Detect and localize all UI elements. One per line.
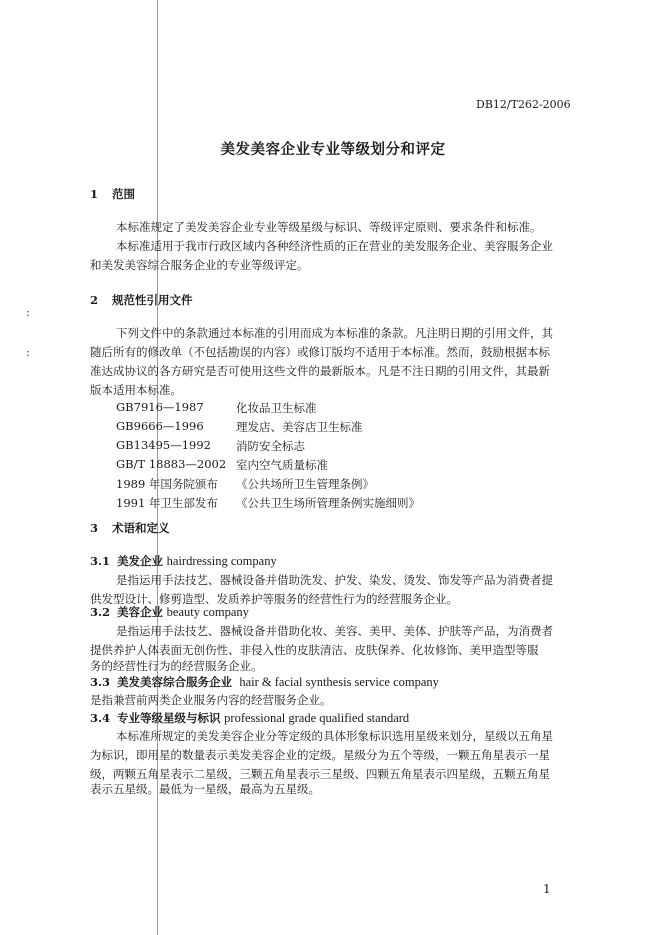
term-heading (90, 710, 409, 726)
paragraph-line: 准达成协议的各方研究是否可使用这些文件的最新版本。凡是不注日期的引用文件，其最新 (90, 364, 550, 378)
section-title: 术语和定义 (112, 521, 170, 535)
term-english: hairdressing company (166, 554, 277, 568)
section-title: 范围 (112, 187, 135, 201)
standard-reference (116, 457, 328, 472)
paragraph-line: 下列文件中的条款通过本标准的引用而成为本标准的条款。凡注明日期的引用文件，其 (116, 326, 553, 340)
paragraph-line: 是指兼营前两类企业服务内容的经营服务企业。 (90, 693, 332, 707)
paragraph-line: 表示五星级。最低为一星级，最高为五星级。 (90, 782, 320, 796)
section-number: 3 (90, 521, 99, 535)
standard-name: 室内空气质量标准 (236, 458, 328, 472)
paragraph-line: 是指运用手法技艺、器械设备并借助化妆、美容、美甲、美体、护肤等产品，为消费者 (116, 624, 553, 638)
standard-code: 1991 年卫生部发布 (116, 496, 218, 510)
document-title: 美发美容企业专业等级划分和评定 (220, 141, 446, 158)
standard-name: 理发店、美容店卫生标准 (236, 420, 363, 434)
standard-code: GB7916—1987 (116, 400, 204, 414)
paragraph-line: 本标准规定了美发美容企业专业等级星级与标识、等级评定原则、要求条件和标准。 (116, 220, 542, 234)
standard-code: GB/T 18883—2002 (116, 457, 227, 471)
term-number: 3.4 (90, 711, 111, 725)
margin-mark: : (26, 346, 30, 359)
term-number: 3.2 (90, 605, 111, 619)
paragraph-line: 是指运用手法技艺、器械设备并借助洗发、护发、染发、烫发、饰发等产品为消费者提 (116, 573, 553, 587)
standard-reference (116, 419, 363, 434)
term-heading (90, 553, 277, 569)
standard-code: GB13495—1992 (116, 438, 211, 452)
standard-reference (116, 476, 374, 492)
document-code: DB12/T262-2006 (476, 98, 571, 111)
section-title: 规范性引用文件 (112, 293, 193, 307)
standard-reference (116, 495, 420, 511)
term-english: hair & facial synthesis service company (239, 675, 439, 689)
term-chinese: 美发企业 (117, 554, 163, 568)
paragraph-line: 提供养护人体表面无创伤性、非侵入性的皮肤清洁、皮肤保养、化妆修饰、美甲造型等服 (90, 643, 539, 657)
standard-name: 化妆品卫生标准 (236, 401, 317, 415)
paragraph-line: 本标准所规定的美发美容企业分等定级的具体形象标识选用星级来划分，星级以五角星 (116, 729, 553, 743)
paragraph-line: 随后所有的修改单（不包括勘误的内容）或修订版均不适用于本标准。然而，鼓励根据本标 (90, 345, 550, 359)
standard-code: 1989 年国务院颁布 (116, 477, 218, 491)
paragraph-line: 供发型设计、修剪造型、发质养护等服务的经营性行为的经营服务企业。 (90, 592, 458, 606)
standard-name: 消防安全标志 (236, 439, 305, 453)
section-heading (90, 186, 135, 202)
standard-reference (116, 438, 305, 453)
term-english: professional grade qualified standard (224, 711, 410, 725)
standard-code: GB9666—1996 (116, 419, 204, 433)
paragraph-line: 为标识，即用星的数量表示美发美容企业的定级。星级分为五个等级，一颗五角星表示一星 (90, 748, 550, 762)
page-number: 1 (543, 882, 551, 896)
standard-name: 《公共场所卫生管理条例》 (236, 477, 374, 491)
section-heading (90, 292, 193, 308)
term-number: 3.3 (90, 675, 111, 689)
margin-mark: : (26, 306, 30, 319)
paragraph-line: 和美发美容综合服务企业的专业等级评定。 (90, 258, 309, 272)
term-heading (90, 674, 439, 690)
term-chinese: 美发美容综合服务企业 (117, 675, 232, 689)
term-chinese: 美容企业 (117, 605, 163, 619)
paragraph-line: 本标准适用于我市行政区域内各种经济性质的正在营业的美发服务企业、美容服务企业 (116, 239, 553, 253)
standard-reference (116, 400, 317, 415)
term-heading (90, 604, 249, 620)
paragraph-line: 务的经营性行为的经营服务企业。 (90, 659, 263, 673)
paragraph-line: 版本适用本标准。 (90, 383, 182, 397)
term-chinese: 专业等级星级与标识 (117, 711, 221, 725)
term-english: beauty company (166, 605, 249, 619)
section-heading (90, 520, 170, 536)
standard-name: 《公共卫生场所管理条例实施细则》 (236, 496, 420, 510)
section-number: 1 (90, 187, 99, 201)
term-number: 3.1 (90, 554, 111, 568)
section-number: 2 (90, 293, 99, 307)
paragraph-line: 级，两颗五角星表示二星级，三颗五角星表示三星级、四颗五角星表示四星级，五颗五角星 (90, 767, 550, 781)
